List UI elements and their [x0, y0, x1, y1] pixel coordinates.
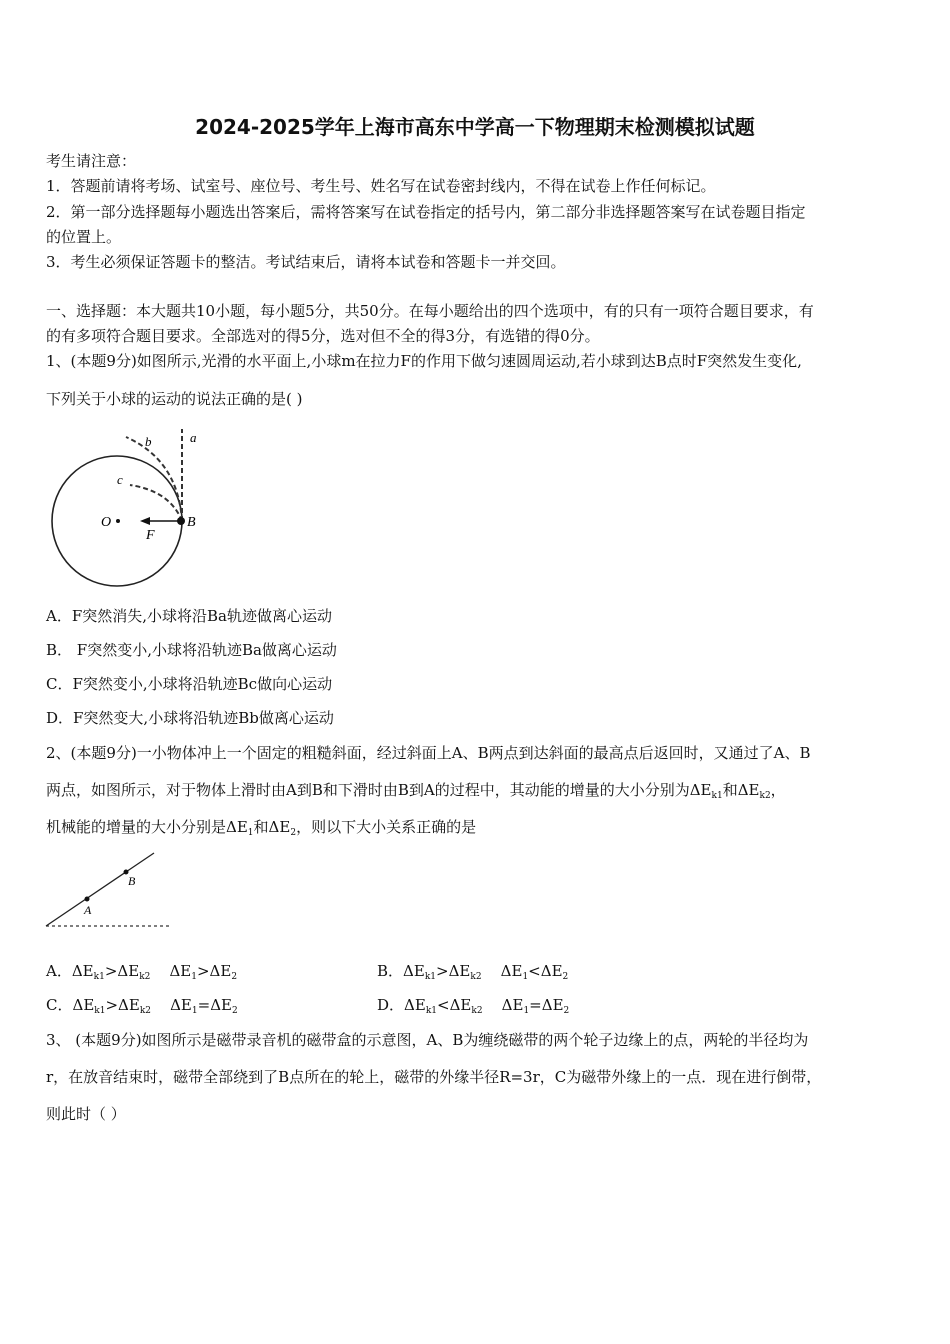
center-o	[116, 519, 120, 523]
section-heading-cont: 的有多项符合题目要求。全部选对的得5分，选对但不全的得3分，有选错的得0分。	[46, 327, 600, 345]
label-b: b	[145, 434, 152, 449]
option-c: C．$\Delta E_{k1}>\Delta E_{k2}$ $\Delta E_1=\Delta E_2$	[46, 996, 238, 1016]
incline	[46, 853, 154, 926]
label-f: F	[146, 528, 155, 543]
question-3-text: 3、 (本题9分)如图所示是磁带录音机的磁带盒的示意图，A、B为缠绕磁带的两个轮子边缘上的点，两轮的半径均为	[46, 1031, 809, 1049]
trajectory-b	[126, 437, 182, 521]
question-1-figure	[40, 425, 220, 590]
label-b: B	[128, 874, 136, 888]
question-1-text-cont: 下列关于小球的运动的说法正确的是( )	[46, 390, 303, 408]
notice-item: 的位置上。	[46, 228, 122, 246]
question-3-text-cont2: 则此时（ ）	[46, 1105, 126, 1123]
notice-item: 1．答题前请将考场、试室号、座位号、考生号、姓名写在试卷密封线内，不得在试卷上作任何标记。	[46, 177, 716, 195]
option-b: B． F突然变小,小球将沿轨迹Ba做离心运动	[46, 641, 337, 659]
question-2-text-cont2: 机械能的增量的大小分别是$\Delta E_1$和$\Delta E_2$，则以下大小关系正确的是	[46, 818, 477, 838]
question-2-text: 2、(本题9分)一小物体冲上一个固定的粗糙斜面，经过斜面上A、B两点到达斜面的最高点后返回时，又通过了A、B	[46, 744, 811, 762]
question-1-text: 1、(本题9分)如图所示,光滑的水平面上,小球m在拉力F的作用下做匀速圆周运动,若小球到达B点时F突然发生变化,	[46, 352, 802, 370]
option-a: A．$\Delta E_{k1}>\Delta E_{k2}$ $\Delta E_1>\Delta E_2$	[46, 962, 238, 982]
notice-heading: 考生请注意：	[46, 152, 137, 170]
question-3-text-cont: r，在放音结束时，磁带全部绕到了B点所在的轮上，磁带的外缘半径R=3r，C为磁带外缘上的一点．现在进行倒带，	[46, 1068, 822, 1086]
page-title: 2024-2025学年上海市高东中学高一下物理期末检测模拟试题	[195, 115, 755, 139]
section-heading: 一、选择题：本大题共10小题，每小题5分，共50分。在每小题给出的四个选项中，有的只有一项符合题目要求，有	[46, 302, 814, 320]
option-c: C．F突然变小,小球将沿轨迹Bc做向心运动	[46, 675, 333, 693]
option-d: D．F突然变大,小球将沿轨迹Bb做离心运动	[46, 709, 334, 727]
label-c: c	[117, 472, 123, 487]
option-b: B．$\Delta E_{k1}>\Delta E_{k2}$ $\Delta E_1<\Delta E_2$	[377, 962, 569, 982]
label-o: O	[101, 515, 112, 530]
option-a: A．F突然消失,小球将沿Ba轨迹做离心运动	[46, 607, 332, 625]
label-a: A	[84, 903, 92, 917]
point-a	[85, 897, 90, 902]
label-point-b: B	[187, 515, 196, 530]
notice-item: 3．考生必须保证答题卡的整洁。考试结束后，请将本试卷和答题卡一并交回。	[46, 253, 566, 271]
notice-item: 2．第一部分选择题每小题选出答案后，需将答案写在试卷指定的括号内，第二部分非选择题答案写在试卷题目指定	[46, 203, 806, 221]
option-d: D．$\Delta E_{k1}<\Delta E_{k2}$ $\Delta E_1=\Delta E_2$	[377, 996, 570, 1016]
force-arrow-head	[140, 517, 150, 525]
question-2-text-cont: 两点，如图所示，对于物体上滑时由A到B和下滑时由B到A的过程中，其动能的增量的大小分别为$\Delta E_{k1}$和$\Delta E_{k2}$，	[46, 781, 786, 801]
label-a: a	[190, 430, 197, 445]
question-2-figure	[44, 848, 184, 938]
